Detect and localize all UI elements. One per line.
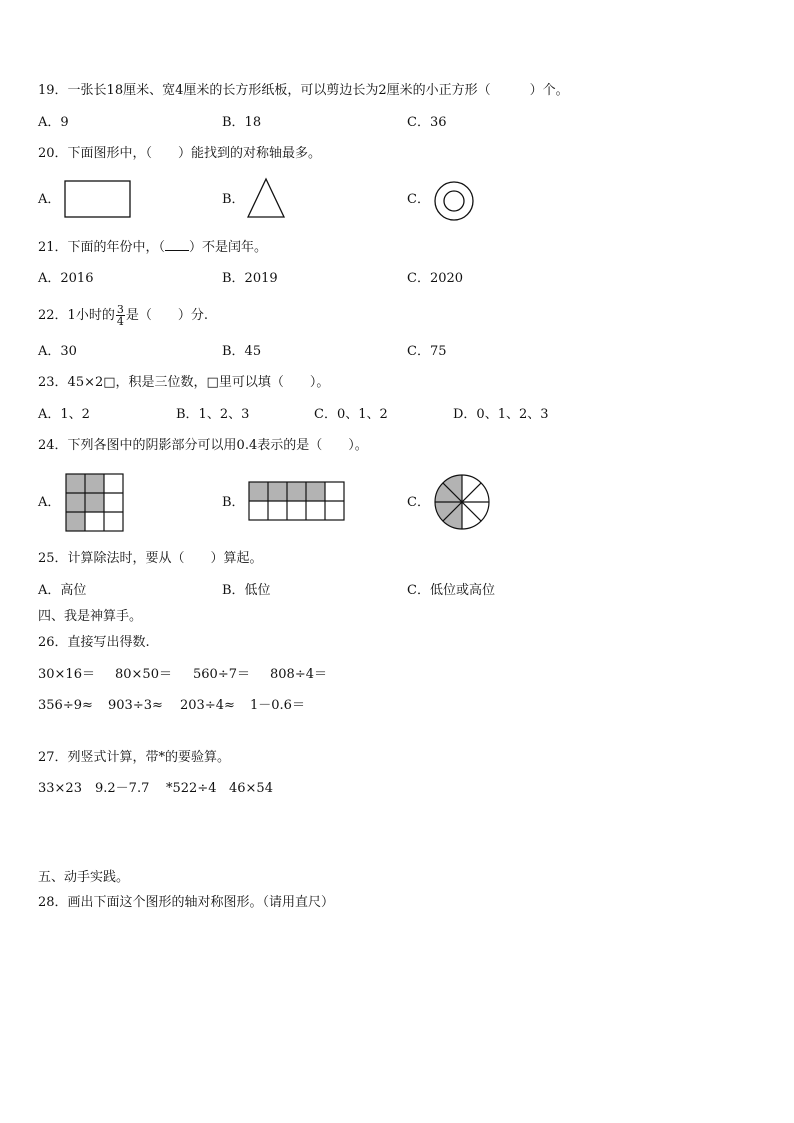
grid-3x3-figure <box>65 473 125 537</box>
q24-option-a: A． <box>38 495 61 510</box>
q20-option-a: A． <box>38 192 61 207</box>
q19-option-c: C．36 <box>407 115 447 130</box>
concentric-circles-figure <box>433 180 475 226</box>
section-heading-5: 五、动手实践。 <box>38 870 130 885</box>
q26-item: 808÷4＝ <box>270 667 327 682</box>
q25-option-a: A．高位 <box>38 583 87 598</box>
q26-stem: 26．直接写出得数. <box>38 635 150 650</box>
q20-stem: 20．下面图形中，（ ）能找到的对称轴最多。 <box>38 146 322 161</box>
triangle-figure <box>247 177 287 223</box>
q22-option-c: C．75 <box>407 344 447 359</box>
q27-item: 33×23 <box>38 781 82 796</box>
q24-option-c: C． <box>407 495 430 510</box>
q21-option-b: B．2019 <box>222 271 278 286</box>
q21-stem <box>38 238 267 257</box>
q22-stem <box>38 302 208 330</box>
q22-option-b: B．45 <box>222 344 262 359</box>
q26-item: 203÷4≈ <box>180 698 235 713</box>
q23-option-b: B．1、2、3 <box>176 407 250 422</box>
q26-item: 30×16＝ <box>38 667 95 682</box>
q21-stem-end: ）不是闰年。 <box>189 240 268 255</box>
q26-item: 1－0.6＝ <box>250 698 305 713</box>
q27-item: 9.2－7.7 <box>95 781 150 796</box>
q19-option-a: A．9 <box>38 115 69 130</box>
q22-stem-start: 22．1小时的 <box>38 308 115 323</box>
q25-option-b: B．低位 <box>222 583 271 598</box>
fraction-numerator: 3 <box>116 303 124 316</box>
q20-option-c: C． <box>407 192 430 207</box>
q24-stem: 24．下列各图中的阴影部分可以用0.4表示的是（ ）。 <box>38 438 368 453</box>
q26-item: 356÷9≈ <box>38 698 93 713</box>
answer-blank <box>165 238 189 251</box>
q19-option-b: B．18 <box>222 115 262 130</box>
q26-item: 80×50＝ <box>115 667 172 682</box>
q23-stem: 23．45×2□，积是三位数，□里可以填（ ）。 <box>38 375 330 390</box>
q19-stem: 19．一张长18厘米、宽4厘米的长方形纸板，可以剪边长为2厘米的小正方形（ ）个。 <box>38 83 569 98</box>
q22-option-a: A．30 <box>38 344 77 359</box>
circle-8-sectors-figure <box>433 473 493 537</box>
q24-option-b: B． <box>222 495 245 510</box>
q27-stem: 27．列竖式计算，带*的要验算。 <box>38 750 231 765</box>
fraction-denominator: 4 <box>116 315 124 328</box>
q25-stem: 25．计算除法时，要从（ ）算起。 <box>38 551 263 566</box>
q26-item: 903÷3≈ <box>108 698 163 713</box>
q23-option-c: C．0、1、2 <box>314 407 388 422</box>
q28-stem: 28．画出下面这个图形的轴对称图形。（请用直尺） <box>38 895 335 910</box>
q27-item: 46×54 <box>229 781 273 796</box>
rectangle-figure <box>64 180 132 224</box>
q21-stem-start: 21．下面的年份中，（ <box>38 240 166 255</box>
section-heading-4: 四、我是神算手。 <box>38 609 143 624</box>
q23-option-a: A．1、2 <box>38 407 90 422</box>
q23-option-d: D．0、1、2、3 <box>453 407 549 422</box>
fraction <box>116 304 125 327</box>
grid-5x2-figure <box>248 481 346 527</box>
q25-option-c: C．低位或高位 <box>407 583 495 598</box>
q22-stem-end: 是（ ）分. <box>125 308 208 323</box>
q27-item: *522÷4 <box>166 781 217 796</box>
q21-option-a: A．2016 <box>38 271 94 286</box>
q21-option-c: C．2020 <box>407 271 464 286</box>
q20-option-b: B． <box>222 192 245 207</box>
q26-item: 560÷7＝ <box>193 667 250 682</box>
